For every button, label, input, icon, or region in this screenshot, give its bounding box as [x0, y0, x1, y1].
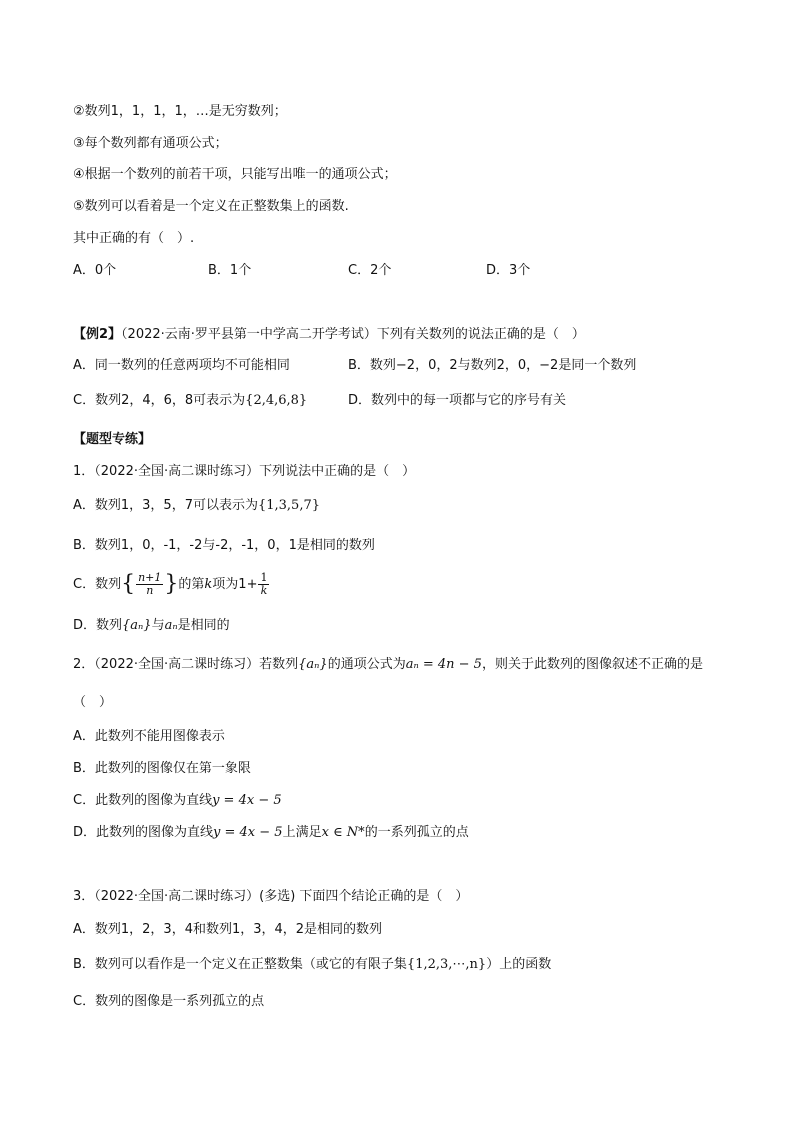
question-3-stem: 3．（2022·全国·高二课时练习）(多选) 下面四个结论正确的是（ ）: [73, 889, 469, 904]
fraction-denominator: k: [260, 584, 268, 597]
question-2-option-b: B．此数列的图像仅在第一象限: [73, 761, 251, 776]
question-1-option-d-prefix: D．数列: [73, 618, 123, 633]
question-1-option-d-set: {aₙ}: [122, 618, 152, 633]
question-1-option-d-suffix: 是相同的: [177, 618, 230, 633]
intro-item-4: ④根据一个数列的前若干项，只能写出唯一的通项公式；: [73, 167, 397, 182]
question-3-option-c: C．数列的图像是一系列孤立的点: [73, 994, 265, 1009]
question-1-option-d-an: aₙ: [164, 618, 178, 633]
question-3-option-b-set: {1,2,3,⋯,n}: [406, 957, 487, 972]
example-2-option-a: A．同一数列的任意两项均不可能相同: [73, 358, 290, 373]
question-2-option-c-text: C．此数列的图像为直线: [73, 793, 213, 808]
question-2-option-d-condition: x ∈ N*: [321, 825, 365, 840]
example-2-option-d: D．数列中的每一项都与它的序号有关: [348, 393, 567, 408]
question-2-option-c: [73, 792, 282, 810]
right-brace-icon: }: [164, 571, 179, 597]
question-1-option-a-text: A．数列1，3，5，7可以表示为: [73, 498, 258, 513]
fraction-n-plus-1-over-n: [136, 572, 163, 597]
question-1-option-c-k: k: [204, 577, 213, 592]
fraction-1-over-k: [258, 572, 269, 597]
question-2-stem: [73, 656, 703, 674]
example-2-option-c-text: C．数列2，4，6，8可表示为: [73, 393, 246, 408]
question-1-option-c-mid2: 项为1+: [212, 577, 258, 592]
question-2-stem-set: {aₙ}: [298, 657, 328, 672]
intro-option-c: C．2个: [348, 263, 392, 278]
question-2-option-a: A．此数列不能用图像表示: [73, 729, 225, 744]
question-2-stem-suffix: ，则关于此数列的图像叙述不正确的是: [481, 657, 703, 672]
fraction-numerator: 1: [260, 571, 268, 584]
example-2-label: 【例2】: [73, 327, 122, 342]
intro-option-a: A．0个: [73, 263, 117, 278]
question-2-option-d-prefix: D．此数列的图像为直线: [73, 825, 214, 840]
left-brace-icon: {: [121, 571, 136, 597]
fraction-numerator: n+1: [138, 571, 162, 584]
question-2-stem-mid: 的通项公式为: [327, 657, 406, 672]
question-1-option-c-mid: 的第: [178, 577, 205, 592]
question-2-option-d-mid: 上满足: [282, 825, 322, 840]
question-1-option-d: [73, 617, 230, 635]
question-3-option-a: A．数列1，2，3，4和数列1，3，4，2是相同的数列: [73, 922, 383, 937]
intro-option-d: D．3个: [486, 263, 531, 278]
question-1-option-c: [73, 572, 270, 597]
question-2-option-c-equation: y = 4x − 5: [212, 793, 282, 808]
fraction-denominator: n: [146, 584, 154, 597]
question-2-paren: （ ）: [73, 695, 113, 710]
intro-item-5: ⑤数列可以看着是一个定义在正整数集上的函数.: [73, 199, 349, 214]
question-3-option-b: [73, 956, 551, 974]
example-2-option-c-set: {2,4,6,8}: [245, 393, 308, 408]
intro-item-3: ③每个数列都有通项公式；: [73, 136, 228, 151]
question-1-option-a: [73, 497, 320, 515]
example-2-stem: [73, 326, 585, 344]
intro-question: 其中正确的有（ ）.: [73, 231, 195, 246]
intro-option-b: B．1个: [208, 263, 252, 278]
example-2-option-b: B．数列−2，0，2与数列2，0，−2是同一个数列: [348, 358, 637, 373]
intro-item-2: ②数列1，1，1，1，…是无穷数列；: [73, 104, 287, 119]
section-title: 【题型专练】: [73, 432, 152, 447]
question-3-option-b-suffix: ）上的函数: [486, 957, 552, 972]
question-1-option-c-prefix: C．数列: [73, 577, 122, 592]
question-2-stem-prefix: 2．（2022·全国·高二课时练习）若数列: [73, 657, 299, 672]
question-3-option-b-prefix: B．数列可以看作是一个定义在正整数集（或它的有限子集: [73, 957, 407, 972]
question-1-option-a-set: {1,3,5,7}: [257, 498, 321, 513]
question-2-option-d: [73, 824, 469, 842]
question-1-option-d-mid: 与: [151, 618, 165, 633]
question-1-stem: 1．（2022·全国·高二课时练习）下列说法中正确的是（ ）: [73, 464, 416, 479]
question-1-option-b: B．数列1，0，-1，-2与-2，-1，0，1是相同的数列: [73, 538, 375, 553]
question-2-option-d-equation: y = 4x − 5: [213, 825, 283, 840]
example-2-option-c: [73, 392, 307, 410]
question-2-formula: aₙ = 4n − 5: [405, 657, 482, 672]
example-2-source: （2022·云南·罗平县第一中学高二开学考试）下列有关数列的说法正确的是（ ）: [121, 327, 585, 342]
question-2-option-d-suffix: 的一系列孤立的点: [364, 825, 469, 840]
